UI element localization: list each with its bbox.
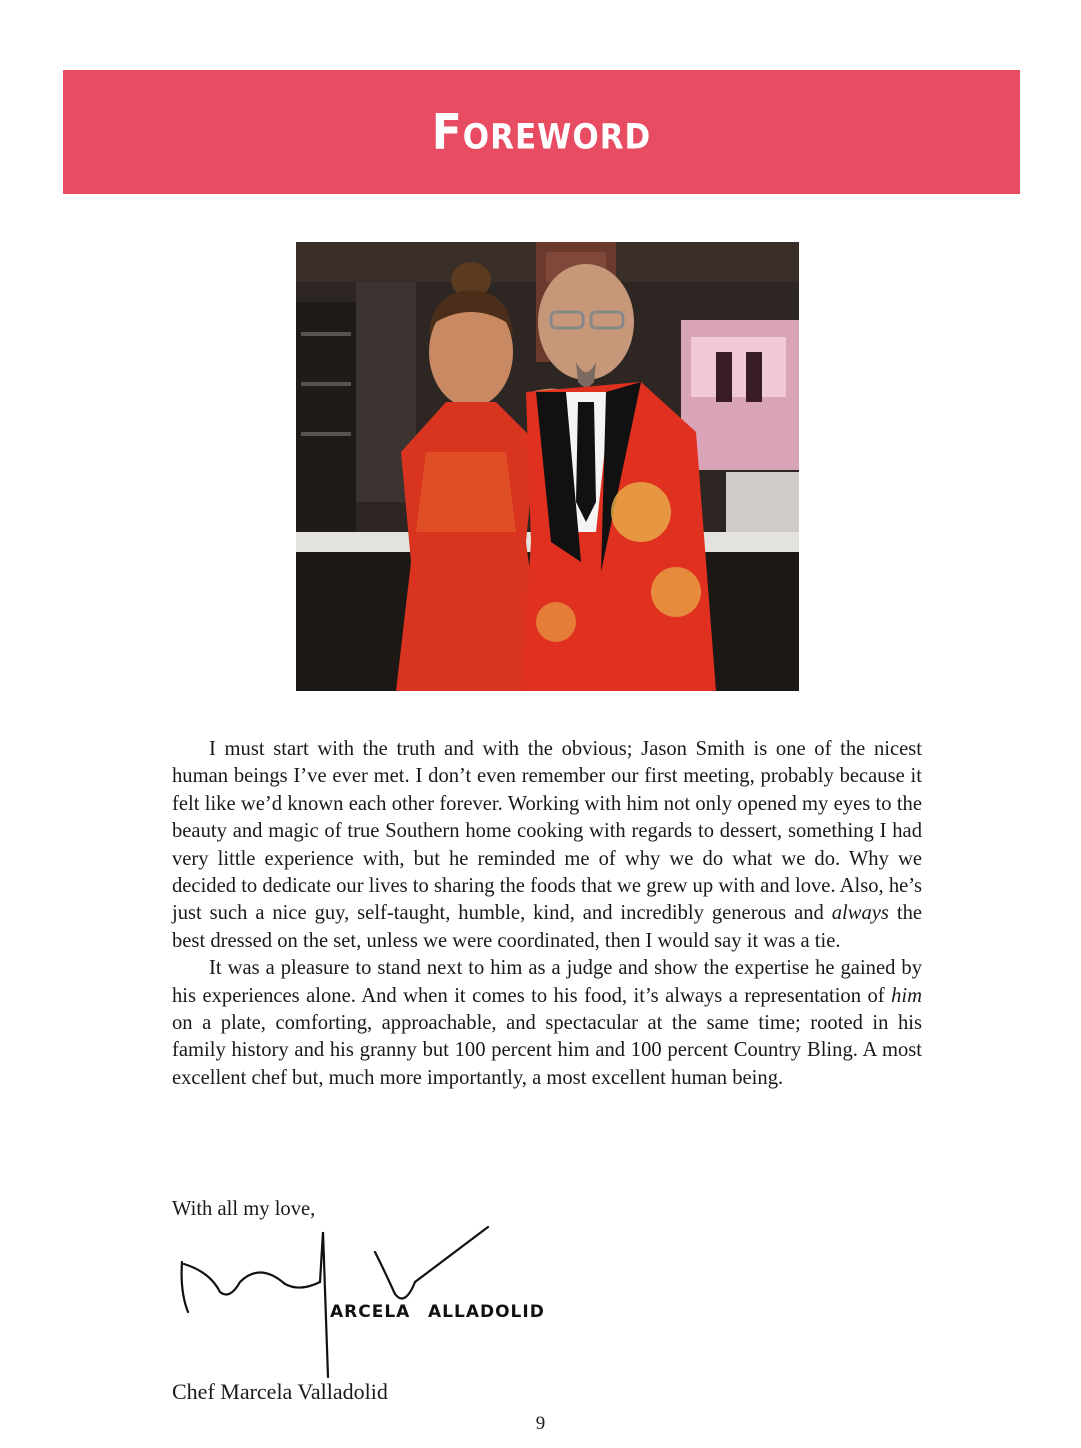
svg-text:ARCELA: ARCELA (330, 1302, 411, 1322)
svg-text:ALLADOLID: ALLADOLID (428, 1302, 545, 1322)
handwritten-signature (170, 1222, 570, 1382)
header-banner (63, 70, 1020, 194)
photo-illustration (296, 242, 799, 691)
page-title: Foreword (431, 103, 652, 161)
page-number: 9 (535, 1413, 546, 1434)
paragraph-2: It was a pleasure to stand next to him as a judge and show the expertise he gained by his experiences alone. And when it comes to his food, it’s always a representation of him on a plate, comforting, approachable, and spectacular at the same time; rooted in his family history and his granny but 100 percent him and 100 percent Country Bling. A most excellent chef but, much more importantly, a most excellent human being. (172, 957, 922, 1089)
signature-drawing (170, 1222, 570, 1382)
foreword-body (172, 736, 922, 1092)
signer-name: Chef Marcela Valladolid (172, 1379, 388, 1404)
paragraph-1: I must start with the truth and with the obvious; Jason Smith is one of the nicest human beings I’ve ever met. I don’t even remember our first meeting, probably because it felt like we’d known each other forever. Working with him not only opened my eyes to the beauty and magic of true Southern home cooking with regards to dessert, something I had very little experience with, but he reminded me of why we do what we do. Why we decided to dedicate our lives to sharing the foods that we grew up with and love. Also, he’s just such a nice guy, self-taught, humble, kind, and incredibly generous and always the best dressed on the set, unless we were coordinated, then I would say it was a tie. (172, 738, 923, 952)
chefs-photo (296, 242, 799, 691)
closing-line: With all my love, (172, 1198, 316, 1220)
